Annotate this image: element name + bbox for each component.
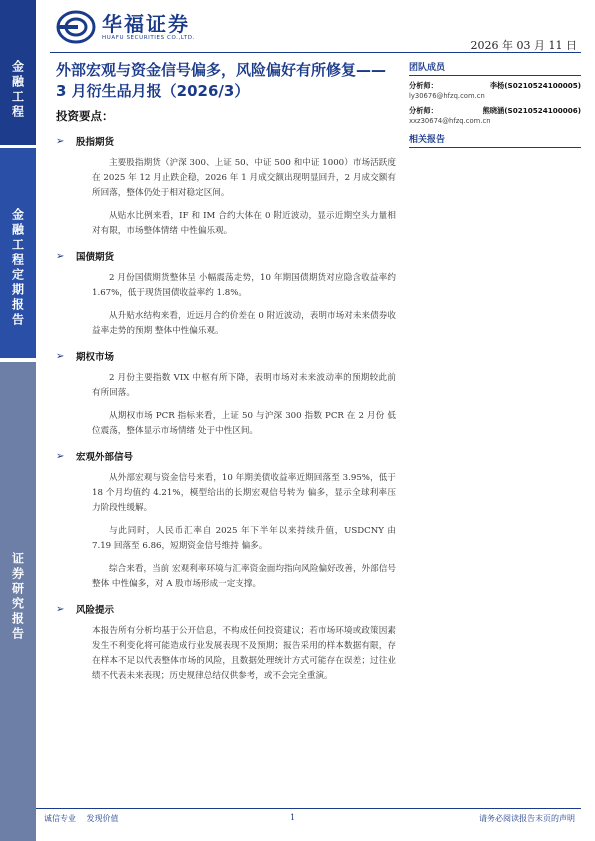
sidebar-report-type-label: 金融工程定期报告 — [10, 208, 25, 328]
footer-slogan: 诚信专业 发现价值 — [44, 814, 119, 823]
analyst-email[interactable]: xxz30674@hfzq.com.cn — [409, 117, 491, 125]
team-heading: 团队成员 — [409, 60, 581, 76]
arrow-bullet-icon: ➢ — [56, 350, 65, 362]
arrow-bullet-icon: ➢ — [56, 603, 65, 615]
sidebar-block-category — [0, 0, 36, 145]
report-date: 2026 年 03 月 11 日 — [470, 39, 577, 52]
key-points-heading: 投资要点： — [56, 109, 114, 123]
sidebar-block-report-type — [0, 148, 36, 358]
footer-disclaimer: 请务必阅读报告末页的声明 — [479, 814, 575, 823]
section-paragraph: 从升贴水结构来看，近远月合约价差在 0 附近波动，表明市场对未来债券收益率走势的预期 整体中性偏乐观。 — [92, 311, 396, 336]
analyst-name: 李杨(S0210524100005) — [489, 81, 581, 90]
sidebar-block-research — [0, 362, 36, 841]
left-sidebar — [0, 0, 36, 841]
section-macro-signals — [56, 447, 396, 592]
section-paragraph: 从外部宏观与资金信号来看，10 年期美债收益率近期回落至 3.95%，低于 18 个月均值约 4.21%，模型给出的长期宏观信号转为 偏多，显示全球利率压力阶段性缓解。 — [92, 473, 396, 513]
report-title: 外部宏观与资金信号偏多，风险偏好有所修复——3 月衍生品月报（2026/3） — [56, 61, 387, 100]
page-number: 1 — [290, 813, 296, 822]
section-paragraph: 从贴水比例来看，IF 和 IM 合约大体在 0 附近波动，显示近期空头力量相对有限，市场整体情绪 中性偏乐观。 — [92, 211, 396, 236]
arrow-bullet-icon: ➢ — [56, 450, 65, 462]
arrow-bullet-icon: ➢ — [56, 135, 65, 147]
arrow-bullet-icon: ➢ — [56, 250, 65, 262]
brand-name-en: HUAFU SECURITIES CO.,LTD. — [102, 35, 195, 41]
sidebar-category-label: 金融工程 — [10, 60, 25, 120]
analyst-role: 分析师： — [409, 106, 438, 115]
section-paragraph: 2 月份主要指数 VIX 中枢有所下降，表明市场对未来波动率的预期较此前有所回落。 — [92, 373, 396, 398]
right-column — [409, 60, 581, 152]
brand-emblem-icon — [56, 10, 96, 44]
section-title: 股指期货 — [76, 137, 115, 148]
section-paragraph: 2 月份国债期货整体呈 小幅震荡走势，10 年期国债期货对应隐含收益率约 1.67%，低于现货国债收益率约 1.8%。 — [92, 273, 396, 298]
analyst-email[interactable]: ly30676@hfzq.com.cn — [409, 92, 485, 100]
section-treasury-futures — [56, 247, 396, 339]
sidebar-research-label: 证券研究报告 — [10, 552, 25, 642]
section-options-market — [56, 347, 396, 439]
analyst-name: 熊晓涵(S0210524100006) — [482, 106, 581, 115]
section-paragraph: 本报告所有分析均基于公开信息，不构成任何投资建议；若市场环境或政策因素发生不利变化将可能造成行业发展表现不及预期；报告采用的样本数据有限，存在样本不足以代表整体市场的风险，且数据处理统计方式可能存在误差；过往业绩不代表未来表现；历史规律总结仅供参考，或不会完全重演。 — [92, 626, 396, 681]
section-title: 期权市场 — [76, 352, 115, 363]
analyst-entry — [409, 105, 581, 126]
section-index-futures — [56, 132, 396, 239]
section-paragraph: 从期权市场 PCR 指标来看，上证 50 与沪深 300 指数 PCR 在 2 月份 低位震荡，整体显示市场情绪 处于中性区间。 — [92, 411, 396, 436]
section-paragraph: 与此同时，人民币汇率自 2025 年下半年以来持续升值，USDCNY 由 7.19 回落至 6.86，短期资金信号维持 偏多。 — [92, 526, 396, 551]
section-paragraph: 综合来看，当前 宏观利率环境与汇率资金面均指向风险偏好改善，外部信号整体 中性偏多，对 A 股市场形成一定支撑。 — [92, 564, 396, 589]
header-divider — [50, 52, 581, 53]
footer-divider — [36, 808, 581, 809]
brand-logo — [56, 10, 195, 44]
related-reports-heading: 相关报告 — [409, 132, 581, 148]
main-content — [56, 132, 396, 692]
section-title: 宏观外部信号 — [76, 452, 134, 463]
section-title: 风险提示 — [76, 605, 115, 616]
section-title: 国债期货 — [76, 252, 115, 263]
analyst-entry — [409, 80, 581, 101]
brand-name-cn: 华福证券 — [102, 12, 190, 36]
analyst-role: 分析师： — [409, 81, 438, 90]
section-risk-warning — [56, 600, 396, 684]
section-paragraph: 主要股指期货（沪深 300、上证 50、中证 500 和中证 1000）市场活跃度在 2025 年 12 月止跌企稳，2026 年 1 月成交额出现明显回升，2 月成交额有所回落，整体仍处于相对稳定区间。 — [92, 158, 396, 198]
